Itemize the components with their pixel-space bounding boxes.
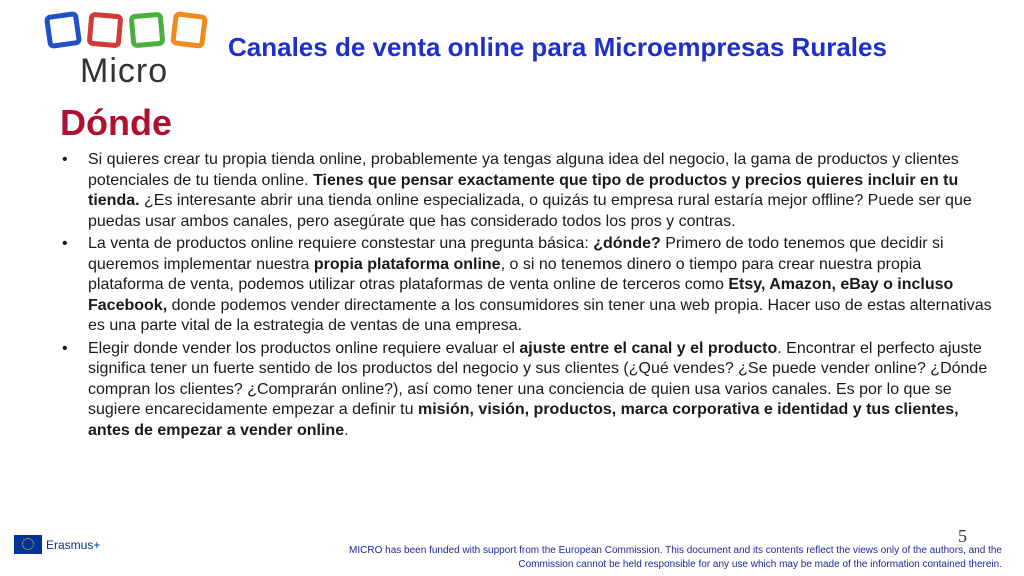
bullet-item: • Elegir donde vender los productos online requiere evaluar el ajuste entre el canal y el producto. Encontrar el perfecto ajuste significa tener un fuerte sentido de los productos del negocio y sus clientes (¿Qué vendes? ¿Se puede vender online? ¿Dónde compran los clientes? ¿Comprarán online?), así como tener una conciencia de quien usa varios canales. Es por lo que se sugiere encarecidamente empezar a definir tu misión, visión, productos, marca corporativa e identidad y tus clientes, antes de empezar a vender online. <box>60 339 995 442</box>
eu-flag-icon <box>14 535 42 554</box>
bullet-item: • Si quieres crear tu propia tienda online, probablemente ya tengas alguna idea del negocio, la gama de productos y clientes potenciales de tu tienda online. Tienes que pensar exactamente que tipo de productos y precios quieres incluir en tu tienda. ¿Es interesante abrir una tienda online especializada, o quizás tu empresa rural estaría mejor offline? Puede ser que puedas usar ambos canales, pero asegúrate que has considerado todos los pros y contras. <box>60 150 995 232</box>
page-number: 5 <box>958 526 967 546</box>
section-heading: Dónde <box>60 102 172 143</box>
erasmus-logo <box>14 535 100 554</box>
micro-logo <box>40 8 210 88</box>
logo-square-blue <box>44 11 82 49</box>
slide-title: Canales de venta online para Microempresas Rurales <box>228 32 887 62</box>
bullet-item: • La venta de productos online requiere constestar una pregunta básica: ¿dónde? Primero de todo tenemos que decidir si queremos implementar nuestra propia plataforma online, o si no tenemos dinero o tiempo para crear nuestra propia plataforma de venta, podemos utilizar otras plataformas de venta online de terceros como Etsy, Amazon, eBay o incluso Facebook, donde podemos vender directamente a los consumidores sin tener una web propia. Hacer uso de estas alternativas es una parte vital de la estrategia de ventas de una empresa. <box>60 234 995 337</box>
logo-square-orange <box>170 11 208 49</box>
logo-square-green <box>129 12 166 49</box>
erasmus-label: Erasmus+ <box>46 537 101 552</box>
bullet-list <box>60 150 995 443</box>
logo-square-red <box>87 12 124 49</box>
funding-disclaimer: MICRO has been funded with support from the European Commission. This document and its contents reflect the views only of the authors, and the Commission cannot be held responsible for any use which may be made of the information contained therein. <box>349 545 1002 570</box>
logo-word: Micro <box>80 52 169 90</box>
